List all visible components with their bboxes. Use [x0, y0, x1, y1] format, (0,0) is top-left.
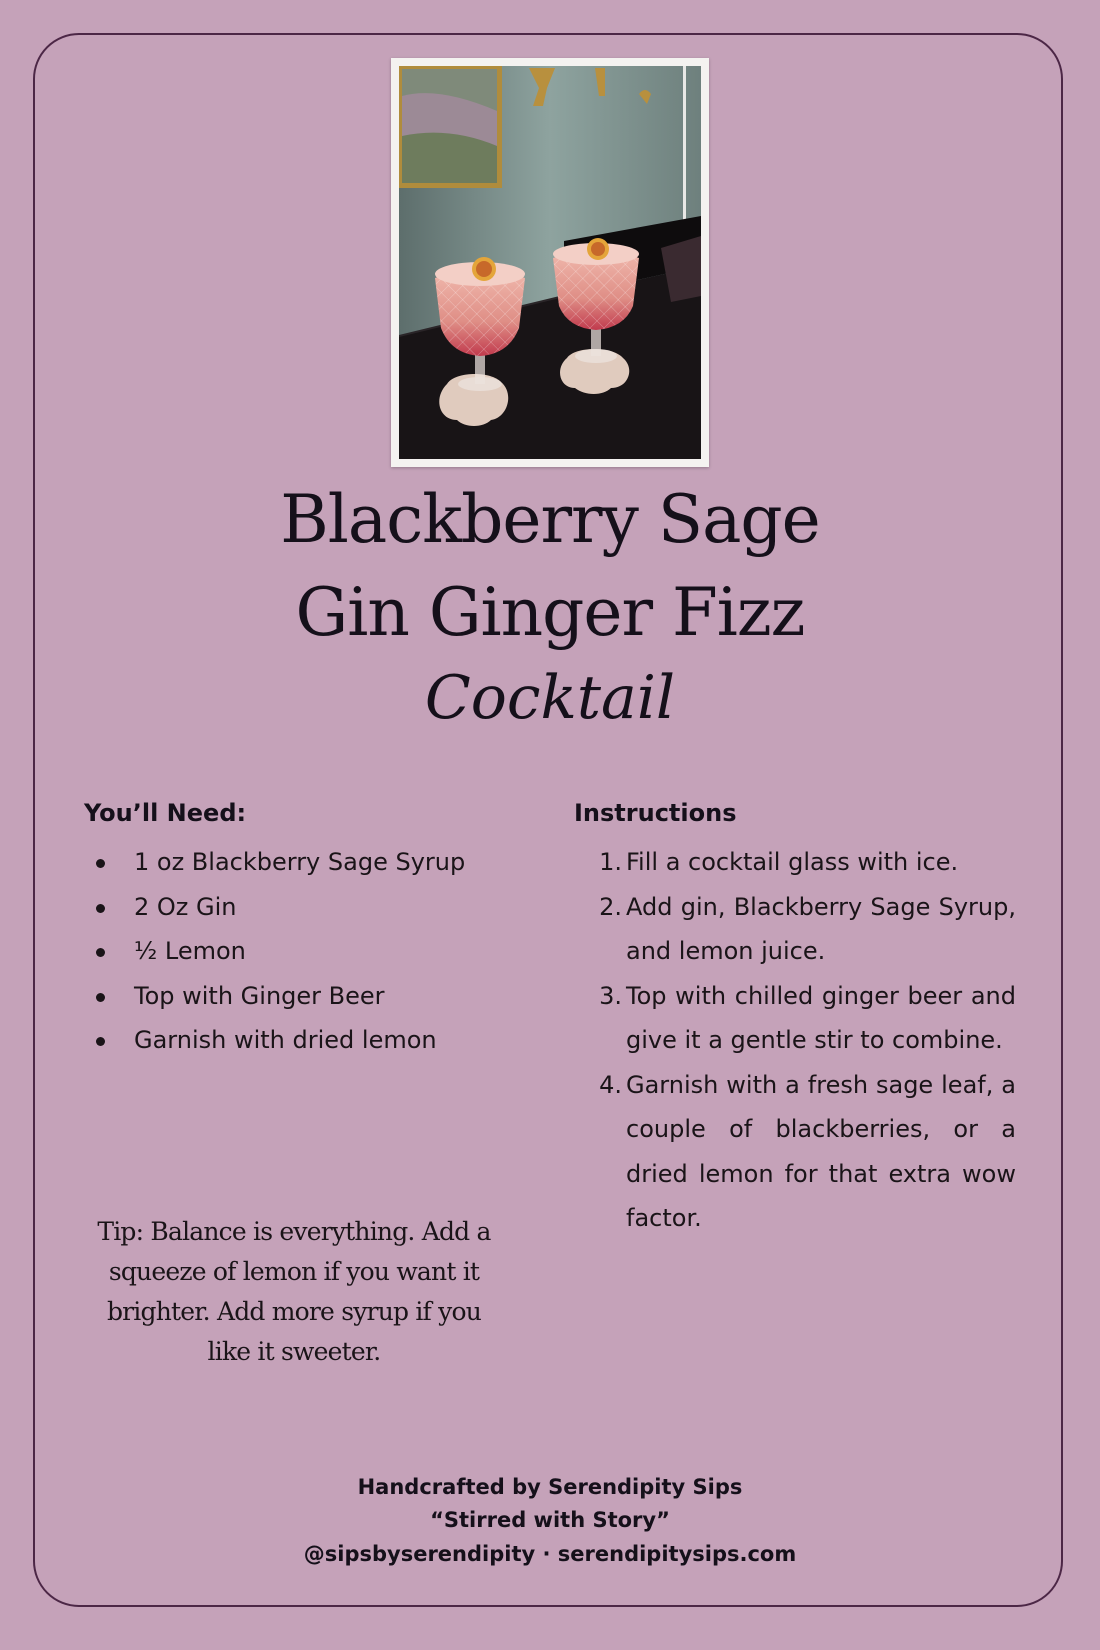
ingredients-heading: You’ll Need:	[84, 799, 247, 827]
recipe-title-line-1: Blackberry Sage	[280, 481, 820, 558]
ingredient-item: 1 oz Blackberry Sage Syrup	[92, 840, 465, 885]
recipe-title-line-2: Gin Ginger Fizz	[295, 574, 805, 651]
cocktail-photo	[391, 58, 709, 467]
instruction-step	[588, 1063, 1016, 1241]
step-text: Add gin, Blackberry Sage Syrup, and lemon juice.	[626, 892, 1016, 965]
footer-credit: Handcrafted by Serendipity Sips	[357, 1475, 743, 1499]
footer-contact: @sipsbyserendipity · serendipitysips.com	[303, 1542, 797, 1566]
step-number: 4.	[599, 1070, 622, 1099]
step-text: Fill a cocktail glass with ice.	[626, 848, 959, 876]
instruction-step	[588, 974, 1016, 1063]
step-text: Garnish with a fresh sage leaf, a couple of blackberries, or a dried lemon for that extra wow factor.	[626, 1070, 1016, 1232]
instructions-list	[588, 840, 1016, 1241]
ingredients-list	[92, 840, 465, 1063]
step-text: Top with chilled ginger beer and give it a gentle stir to combine.	[626, 981, 1016, 1054]
instruction-step	[588, 840, 1016, 885]
recipe-tip: Tip: Balance is everything. Add a squeeze of lemon if you want it brighter. Add more syrup if you like it sweeter.	[97, 1217, 491, 1366]
ingredient-item: ½ Lemon	[92, 929, 465, 974]
instruction-step	[588, 885, 1016, 974]
recipe-subtitle: Cocktail	[424, 663, 676, 733]
ingredient-item: 2 Oz Gin	[92, 885, 465, 930]
step-number: 1.	[599, 848, 622, 876]
step-number: 3.	[599, 981, 622, 1010]
step-number: 2.	[599, 892, 622, 921]
ingredient-item: Garnish with dried lemon	[92, 1018, 465, 1063]
footer-tagline: “Stirred with Story”	[430, 1508, 670, 1532]
ingredient-item: Top with Ginger Beer	[92, 974, 465, 1019]
cocktail-photo-icon	[399, 66, 701, 459]
instructions-heading: Instructions	[574, 799, 737, 827]
